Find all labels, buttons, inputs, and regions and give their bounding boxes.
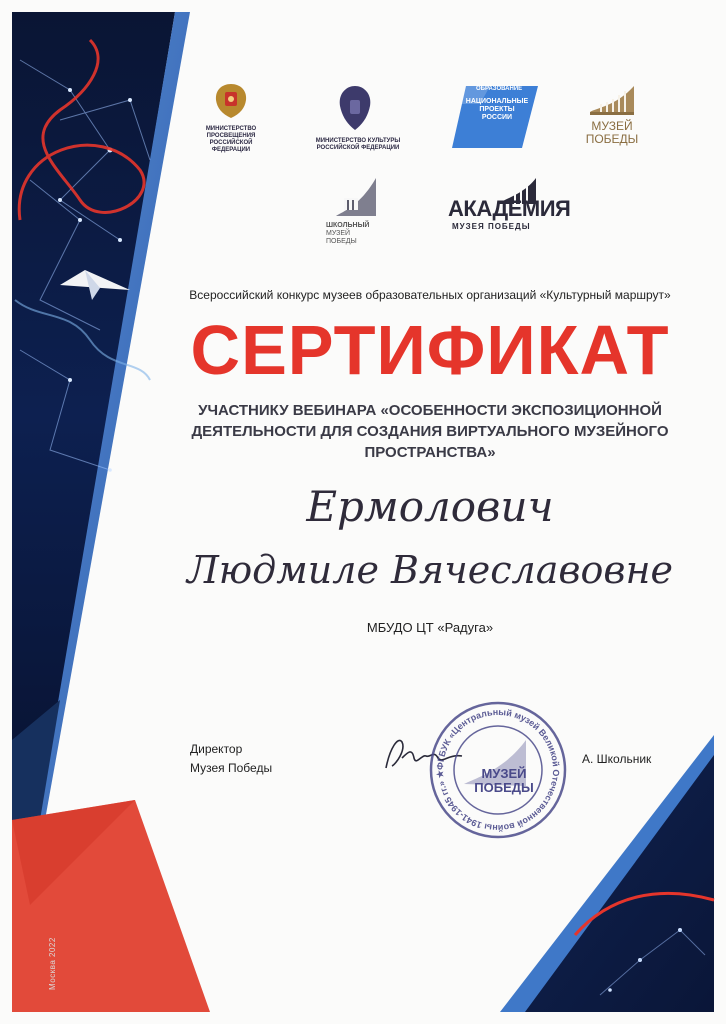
seal-center-line-2: ПОБЕДЫ bbox=[474, 780, 534, 795]
seal-ring-text: ФГБУК «Центральный музей Великой Отечественной войны 1941-1945 гг.» ★ bbox=[434, 706, 562, 834]
logo-minkult-text: МИНИСТЕРСТВО КУЛЬТУРЫ РОССИЙСКОЙ ФЕДЕРАЦИИ bbox=[315, 138, 401, 151]
signer-name: А. Школьник bbox=[582, 752, 652, 766]
webinar-description: УЧАСТНИКУ ВЕБИНАРА «ОСОБЕННОСТИ ЭКСПОЗИЦИОННОЙ ДЕЯТЕЛЬНОСТИ ДЛЯ СОЗДАНИЯ ВИРТУАЛЬНОГО МУЗЕЙНОГО ПРОСТРАНСТВА» bbox=[191, 402, 669, 461]
russian-eagle-emblem-icon bbox=[330, 82, 380, 136]
logo-muzei-text: МУЗЕЙ ПОБЕДЫ bbox=[585, 119, 639, 146]
recipient-given-names: Людмиле Вячеславовне bbox=[187, 548, 673, 592]
logo-school-text: ШКОЛЬНЫЙ МУЗЕЙ ПОБЕДЫ bbox=[326, 222, 370, 245]
certificate-title: СЕРТИФИКАТ bbox=[190, 311, 670, 389]
recipient-organization: МБУДО ЦТ «Радуга» bbox=[366, 620, 494, 635]
official-seal bbox=[428, 700, 568, 840]
logo-natproj-text: НАЦИОНАЛЬНЫЕ ПРОЕКТЫ РОССИИ bbox=[465, 98, 529, 121]
partner-logos bbox=[0, 0, 726, 260]
logo-academy-sub: МУЗЕЯ ПОБЕДЫ bbox=[452, 222, 531, 231]
school-museum-icon bbox=[334, 176, 380, 220]
contest-name: Всероссийский конкурс музеев образовательных организаций «Культурный маршрут» bbox=[189, 288, 671, 302]
russian-eagle-emblem-icon bbox=[208, 78, 254, 124]
logo-natproj-tag: ОБРАЗОВАНИЕ bbox=[476, 86, 523, 92]
recipient-surname: Ермолович bbox=[306, 482, 554, 531]
victory-museum-icon bbox=[586, 82, 638, 116]
logo-academy-title: АКАДЕМИЯ bbox=[448, 196, 571, 221]
signatory-position: Директор Музея Победы bbox=[190, 742, 273, 775]
seal-center-line-1: МУЗЕЙ bbox=[481, 766, 527, 781]
logo-minpros-text: МИНИСТЕРСТВО ПРОСВЕЩЕНИЯ РОССИЙСКОЙ ФЕДЕРАЦИИ bbox=[205, 126, 257, 153]
footer-place-year: Москва 2022 bbox=[48, 937, 57, 990]
